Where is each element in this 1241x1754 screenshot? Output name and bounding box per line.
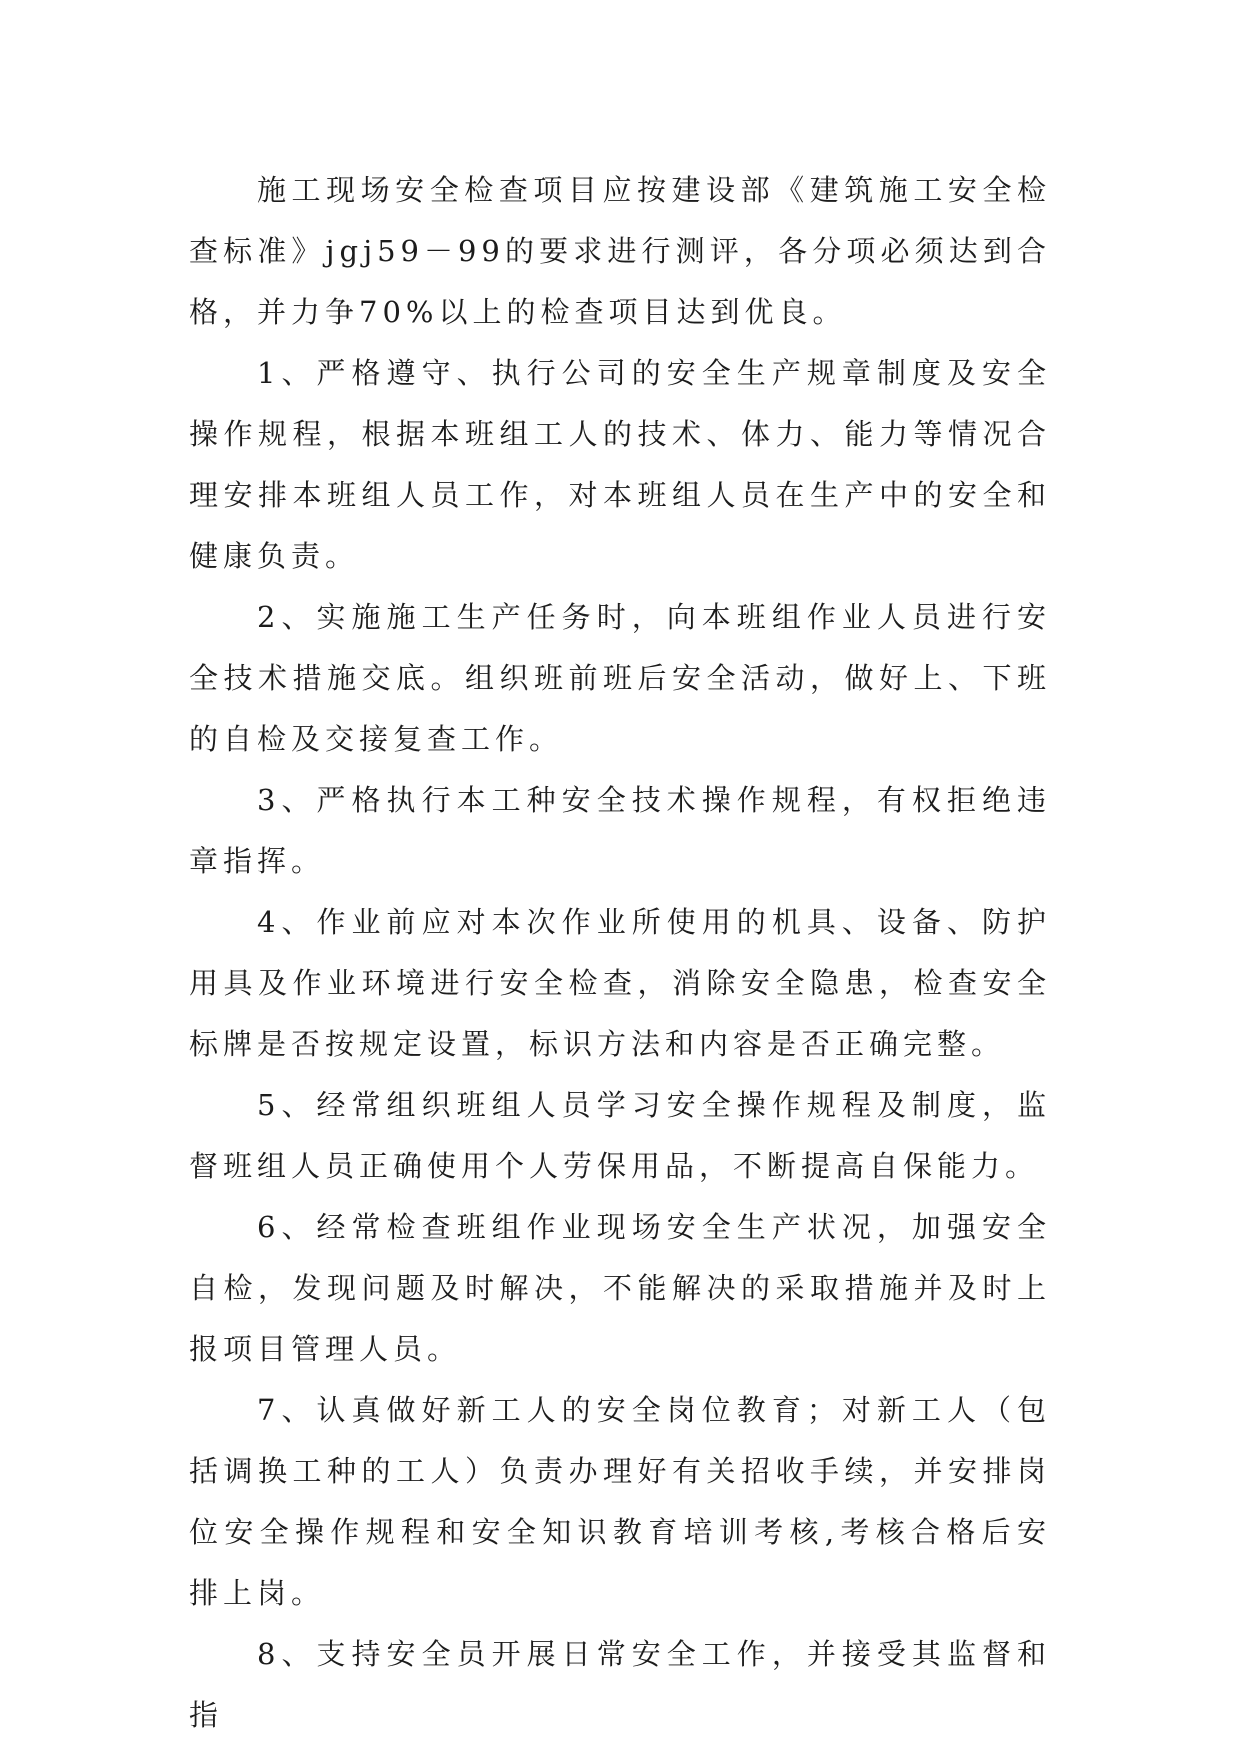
- paragraph-item-7: 7、认真做好新工人的安全岗位教育；对新工人（包括调换工种的工人）负责办理好有关招收手续，并安排岗位安全操作规程和安全知识教育培训考核,考核合格后安排上岗。: [189, 1393, 1051, 1610]
- paragraph-item-5: 5、经常组织班组人员学习安全操作规程及制度，监督班组人员正确使用个人劳保用品，不断提高自保能力。: [189, 1088, 1051, 1183]
- paragraph-item-4: 4、作业前应对本次作业所使用的机具、设备、防护用具及作业环境进行安全检查，消除安全隐患，检查安全标牌是否按规定设置，标识方法和内容是否正确完整。: [189, 905, 1051, 1061]
- paragraph-item-1: 1、严格遵守、执行公司的安全生产规章制度及安全操作规程，根据本班组工人的技术、体力、能力等情况合理安排本班组人员工作，对本班组人员在生产中的安全和健康负责。: [189, 356, 1051, 573]
- paragraph-intro: 施工现场安全检查项目应按建设部《建筑施工安全检查标准》jgj59－99的要求进行测评，各分项必须达到合格，并力争70%以上的检查项目达到优良。: [189, 173, 1051, 329]
- paragraph-item-8: 8、支持安全员开展日常安全工作，并接受其监督和指: [189, 1637, 1051, 1732]
- document-body: [189, 160, 1051, 1746]
- paragraph-item-3: 3、严格执行本工种安全技术操作规程，有权拒绝违章指挥。: [189, 783, 1051, 878]
- paragraph-item-6: 6、经常检查班组作业现场安全生产状况，加强安全自检，发现问题及时解决，不能解决的采取措施并及时上报项目管理人员。: [189, 1210, 1051, 1366]
- paragraph-item-2: 2、实施施工生产任务时，向本班组作业人员进行安全技术措施交底。组织班前班后安全活动，做好上、下班的自检及交接复查工作。: [189, 600, 1051, 756]
